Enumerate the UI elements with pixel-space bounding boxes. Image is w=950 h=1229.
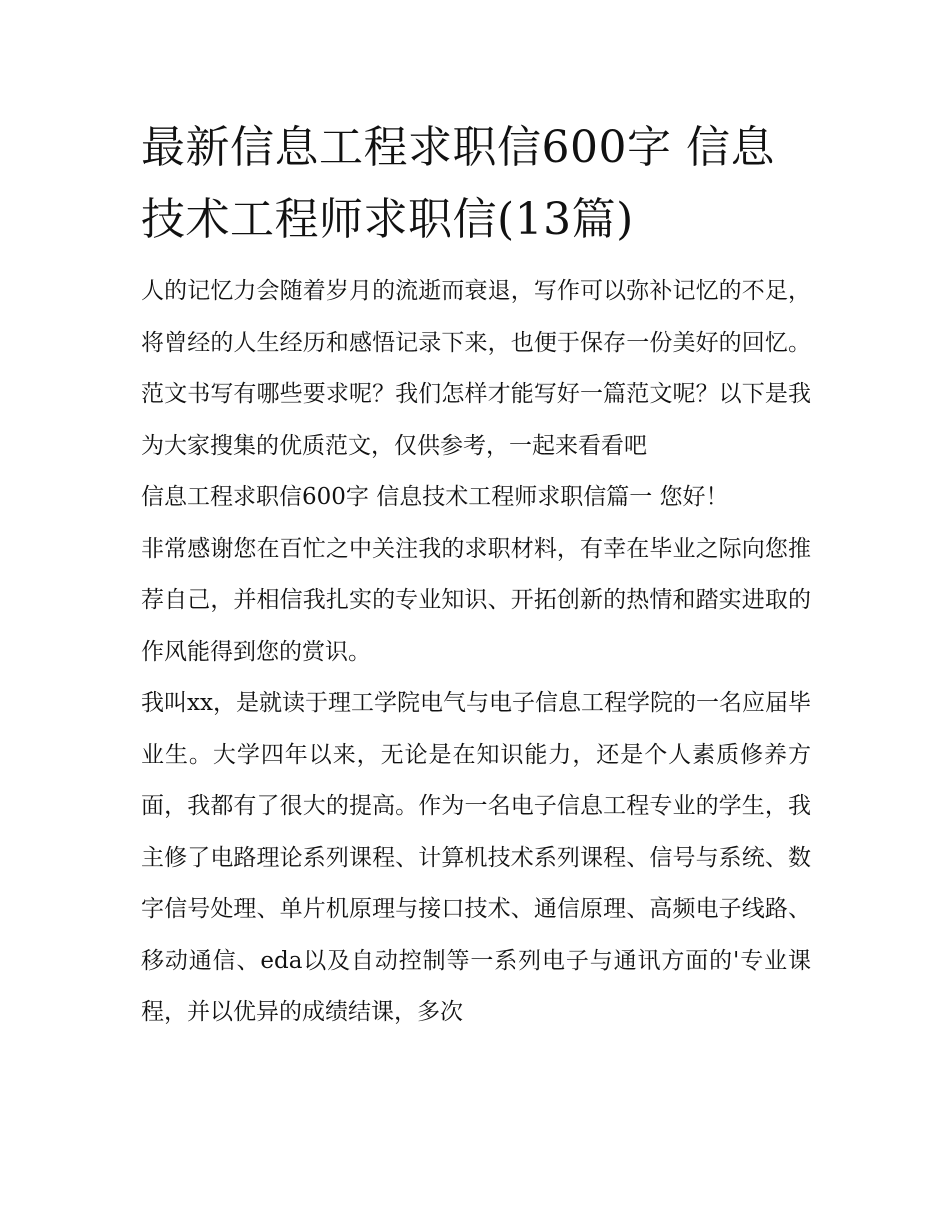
- document-body: [141, 112, 811, 1039]
- document-title: 最新信息工程求职信600字 信息技术工程师求职信(13篇): [141, 122, 775, 245]
- paragraph-self-introduction: 我叫xx，是就读于理工学院电气与电子信息工程学院的一名应届毕业生。大学四年以来，无论是在知识能力，还是个人素质修养方面，我都有了很大的提高。作为一名电子信息工程专业的学生，我主修了电路理论系列课程、计算机技术系列课程、信号与系统、数字信号处理、单片机原理与接口技术、通信原理、高频电子线路、移动通信、eda以及自动控制等一系列电子与通讯方面的'专业课程，并以优异的成绩结课，多次: [141, 690, 811, 1025]
- paragraph-section-heading: 信息工程求职信600字 信息技术工程师求职信篇一 您好！: [141, 484, 729, 510]
- paragraph-thanks: 非常感谢您在百忙之中关注我的求职材料，有幸在毕业之际向您推荐自己，并相信我扎实的专业知识、开拓创新的热情和踏实进取的作风能得到您的赏识。: [141, 535, 811, 665]
- paragraph-intro: 人的记忆力会随着岁月的流逝而衰退，写作可以弥补记忆的不足，将曾经的人生经历和感悟记录下来，也便于保存一份美好的回忆。范文书写有哪些要求呢？我们怎样才能写好一篇范文呢？以下是我为大家搜集的优质范文，仅供参考，一起来看看吧: [141, 278, 811, 459]
